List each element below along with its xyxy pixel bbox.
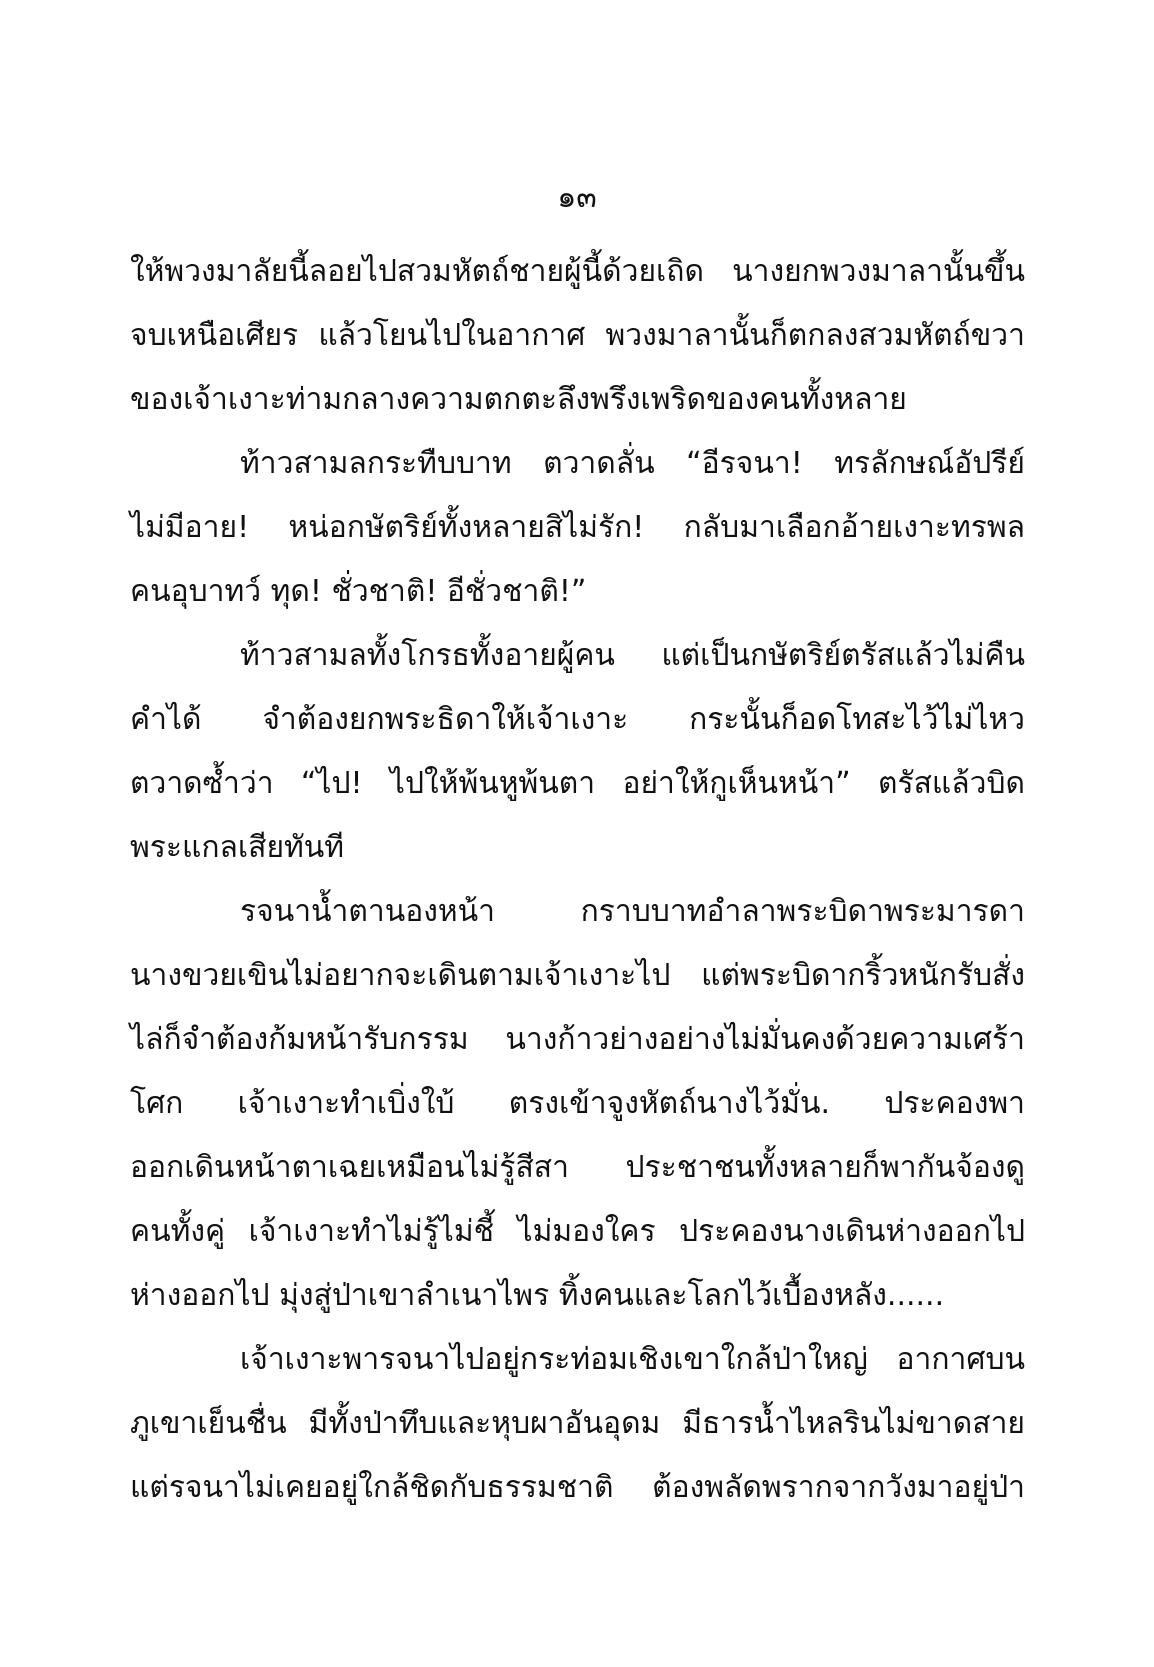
text-line: ท้าวสามลกระทืบบาท ตวาดลั่น “อีรจนา! ทรลักษณ์อัปรีย์ bbox=[240, 446, 1025, 481]
page-number: ๑๓ bbox=[557, 180, 597, 215]
text-line: ไม่มีอาย! หน่อกษัตริย์ทั้งหลายสิไม่รัก! กลับมาเลือกอ้ายเงาะทรพล bbox=[130, 510, 1025, 545]
paragraph-3 bbox=[130, 624, 1025, 880]
text-line: รจนาน้ำตานองหน้า กราบบาทอำลาพระบิดาพระมารดา bbox=[240, 894, 1025, 929]
text-line: แต่รจนาไม่เคยอยู่ใกล้ชิดกับธรรมชาติ ต้องพลัดพรากจากวังมาอยู่ป่า bbox=[130, 1470, 1025, 1505]
text-line: คนทั้งคู่ เจ้าเงาะทำไม่รู้ไม่ชี้ ไม่มองใคร ประคองนางเดินห่างออกไป bbox=[130, 1214, 1025, 1249]
paragraph-4 bbox=[130, 880, 1025, 1328]
text-line: จบเหนือเศียร แล้วโยนไปในอากาศ พวงมาลานั้นก็ตกลงสวมหัตถ์ขวา bbox=[130, 318, 1025, 353]
text-line: ของเจ้าเงาะท่ามกลางความตกตะลึงพรึงเพริดของคนทั้งหลาย bbox=[130, 382, 907, 417]
text-line: ให้พวงมาลัยนี้ลอยไปสวมหัตถ์ชายผู้นี้ด้วยเถิด นางยกพวงมาลานั้นขึ้น bbox=[130, 254, 1025, 289]
text-line: โศก เจ้าเงาะทำเบิ่งใบ้ ตรงเข้าจูงหัตถ์นางไว้มั่น. ประคองพา bbox=[130, 1086, 1025, 1121]
paragraph-2 bbox=[130, 432, 1025, 624]
paragraph-1 bbox=[130, 240, 1025, 432]
text-line: ภูเขาเย็นชื่น มีทั้งป่าทึบและหุบผาอันอุดม มีธารน้ำไหลรินไม่ขาดสาย bbox=[130, 1406, 1025, 1441]
text-line: ห่างออกไป มุ่งสู่ป่าเขาลำเนาไพร ทิ้งคนและโลกไว้เบื้องหลัง...... bbox=[130, 1278, 945, 1313]
text-line: ไล่ก็จำต้องก้มหน้ารับกรรม นางก้าวย่างอย่างไม่มั่นคงด้วยความเศร้า bbox=[130, 1022, 1025, 1057]
text-line: ท้าวสามลทั้งโกรธทั้งอายผู้คน แต่เป็นกษัตริย์ตรัสแล้วไม่คืน bbox=[240, 638, 1025, 673]
text-line: ตวาดซ้ำว่า “ไป! ไปให้พ้นหูพ้นตา อย่าให้กูเห็นหน้า” ตรัสแล้วบิด bbox=[130, 766, 1025, 801]
body-text bbox=[130, 240, 1025, 1520]
text-line: คำได้ จำต้องยกพระธิดาให้เจ้าเงาะ กระนั้นก็อดโทสะไว้ไม่ไหว bbox=[130, 702, 1025, 737]
text-line: คนอุบาทว์ ทุด! ชั่วชาติ! อีชั่วชาติ!” bbox=[130, 574, 587, 609]
paragraph-5 bbox=[130, 1328, 1025, 1520]
text-line: นางขวยเขินไม่อยากจะเดินตามเจ้าเงาะไป แต่พระบิดากริ้วหนักรับสั่ง bbox=[130, 958, 1025, 993]
text-line: พระแกลเสียทันที bbox=[130, 830, 345, 865]
text-line: เจ้าเงาะพารจนาไปอยู่กระท่อมเชิงเขาใกล้ป่าใหญ่ อากาศบน bbox=[240, 1342, 1025, 1377]
text-line: ออกเดินหน้าตาเฉยเหมือนไม่รู้สีสา ประชาชนทั้งหลายก็พากันจ้องดู bbox=[130, 1150, 1025, 1185]
